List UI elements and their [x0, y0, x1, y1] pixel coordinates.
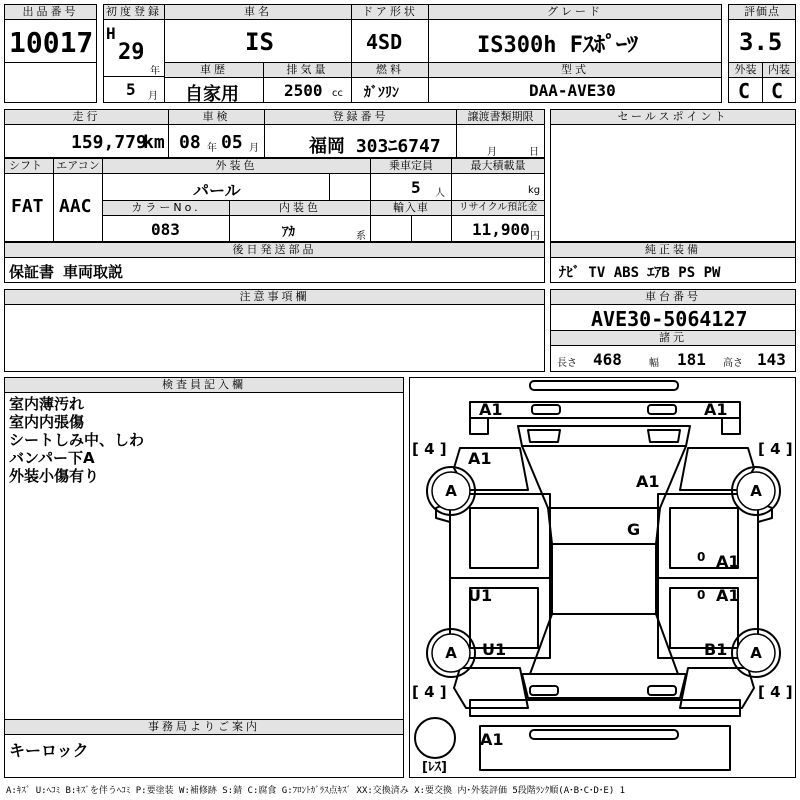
fuel-cell: [351, 77, 429, 103]
specs-cell: [550, 345, 796, 372]
lot-no-header: 出品番号: [4, 4, 97, 20]
mark-rear-fender-l: U1: [482, 640, 507, 659]
transfer-month-unit: 月: [487, 147, 497, 158]
legend: A:ｷｽﾞ U:ﾍｺﾐ B:ｷｽﾞを伴うﾍｺﾐ P:要塗装 W:補修跡 S:錆 C:腐食 G:ﾌﾛﾝﾄｶﾞﾗｽ点ｷｽﾞ XX:交換済み X:要交換 内･外装評価 5段階ﾗﾝｸ順(A･B･C･D･E) 1: [6, 786, 626, 796]
recycle: 11,900: [472, 220, 530, 239]
inspector-line: シートしみ中、しわ: [9, 431, 145, 449]
reg-year: 29: [118, 40, 145, 65]
transfer-cell: [456, 124, 545, 158]
model: DAA-AVE30: [529, 81, 616, 100]
color-no: 083: [151, 220, 180, 239]
tire-rr-grade: A: [750, 644, 762, 662]
sales-points-cell: [550, 124, 796, 242]
mark-rear: A1: [480, 730, 504, 749]
displacement-unit: cc: [332, 88, 343, 99]
recycle-header: リサイクル預託金: [451, 200, 545, 216]
color-no-header: カラーNo.: [102, 200, 230, 216]
import-header: 輸入車: [370, 200, 452, 216]
inspection-month-unit: 月: [249, 143, 259, 154]
inspector-line: 室内内張傷: [9, 413, 85, 431]
notes-header: 注意事項欄: [4, 289, 545, 305]
score-cell: [728, 19, 796, 63]
equipment-cell: [550, 257, 796, 283]
capacity-cell: [370, 173, 452, 201]
shift-header: シフト: [4, 158, 54, 174]
inspection-year-unit: 年: [207, 143, 217, 154]
reg-month-cell: [103, 76, 165, 103]
lot-no-empty: [4, 62, 97, 103]
office-note: キーロック: [9, 741, 89, 760]
car-name-header: 車名: [164, 4, 352, 20]
exterior: C: [738, 79, 751, 103]
car-diagram: [409, 377, 796, 778]
mark-rear-fender-r: B1: [704, 640, 728, 659]
first-reg-header: 初度登録: [103, 4, 165, 20]
tire-rl-grade: A: [445, 644, 457, 662]
capacity-header: 乗車定員: [370, 158, 452, 174]
door-header: ドア形状: [351, 4, 429, 20]
history: 自家用: [185, 84, 239, 103]
office-cell: [4, 734, 404, 778]
reg-month: 5: [126, 80, 136, 99]
load-cell: [451, 173, 545, 201]
spare-tire: [415, 718, 455, 758]
width: 181: [677, 350, 706, 369]
later-parts-cell: [4, 257, 545, 283]
chassis-cell: [550, 304, 796, 331]
tread-fr: [ 4 ]: [758, 440, 793, 458]
ac-header: エアコン: [53, 158, 103, 174]
ext-color-cell: [102, 173, 330, 201]
score-header: 評価点: [728, 4, 796, 20]
transfer-day-unit: 日: [529, 147, 539, 158]
exterior-header: 外装: [728, 62, 763, 78]
int-color: ｱｶ: [282, 225, 295, 240]
fuel-header: 燃料: [351, 62, 429, 78]
interior: C: [771, 79, 784, 103]
door: 4SD: [366, 30, 403, 54]
inspector-line: バンパー下A: [9, 449, 95, 467]
capacity-unit: 人: [435, 188, 445, 199]
car-name: IS: [245, 28, 274, 56]
inspector-line: 外装小傷有り: [9, 467, 100, 485]
inspection-cell: [168, 124, 265, 158]
mark-small-fr: 0: [697, 550, 706, 564]
displacement: 2500: [284, 81, 323, 100]
displacement-header: 排気量: [263, 62, 352, 78]
era: H: [106, 24, 116, 43]
ext-color: パール: [193, 181, 241, 200]
inspector-line: 室内薄汚れ: [9, 395, 85, 413]
grade-cell: [428, 19, 722, 63]
interior-cell: [762, 77, 796, 103]
month-unit: 月: [148, 91, 158, 102]
inspector-cell: [4, 392, 404, 720]
mark-door-fr: A1: [716, 552, 740, 571]
mark-door-fl: U1: [468, 586, 493, 605]
plate: 福岡 303ﾆ6747: [309, 136, 441, 157]
length-label: 長さ: [557, 358, 577, 369]
ac-cell: [53, 173, 103, 242]
ext-color-header: 外装色: [102, 158, 371, 174]
office-header: 事務局よりご案内: [4, 719, 404, 735]
height: 143: [757, 350, 786, 369]
shift-cell: [4, 173, 54, 242]
notes-cell: [4, 304, 545, 372]
recycle-unit: 円: [530, 231, 540, 242]
mark-roof: G: [627, 520, 641, 539]
specs-header: 諸元: [550, 330, 796, 346]
sales-points-header: セールスポイント: [550, 109, 796, 125]
shift: FAT: [11, 196, 44, 217]
year-unit: 年: [150, 66, 160, 77]
model-header: 型式: [428, 62, 722, 78]
score: 3.5: [739, 28, 783, 56]
mark-front-left: A1: [479, 400, 503, 419]
history-header: 車歴: [164, 62, 264, 78]
later-parts: 保証書 車両取説: [9, 263, 124, 281]
equipment-header: 純正装備: [550, 242, 796, 258]
spare-note: [ﾚｽ]: [422, 760, 447, 775]
height-label: 高さ: [723, 358, 743, 369]
tire-fl-grade: A: [445, 482, 457, 500]
car-name-cell: [164, 19, 352, 63]
import-cell-b: [411, 215, 452, 242]
recycle-cell: [451, 215, 545, 242]
load-header: 最大積載量: [451, 158, 545, 174]
mileage: 159,779: [71, 132, 147, 153]
capacity: 5: [411, 178, 421, 197]
inspection-year: 08: [179, 132, 201, 153]
tire-fr-grade: A: [750, 482, 762, 500]
color-no-cell: [102, 215, 230, 242]
mark-fender-fl: A1: [468, 449, 492, 468]
ext-color-extra: [329, 173, 371, 201]
mark-front-right: A1: [704, 400, 728, 419]
int-color-suffix: 系: [356, 231, 366, 242]
width-label: 幅: [649, 358, 659, 369]
load-unit: kg: [528, 185, 541, 196]
later-parts-header: 後日発送部品: [4, 242, 545, 258]
model-cell: [428, 77, 722, 103]
mark-hood: A1: [636, 472, 660, 491]
tread-fl: [ 4 ]: [412, 440, 447, 458]
grade-header: グレード: [428, 4, 722, 20]
interior-header: 内装: [762, 62, 796, 78]
exterior-cell: [728, 77, 763, 103]
int-color-cell: [229, 215, 371, 242]
displacement-cell: [263, 77, 352, 103]
mileage-cell: [4, 124, 169, 158]
transfer-header: 譲渡書類期限: [456, 109, 545, 125]
mark-small-rr: 0: [697, 588, 706, 602]
grade: IS300h Fｽﾎﾟｰﾂ: [477, 33, 638, 58]
lot-no: 10017: [9, 26, 94, 59]
mileage-unit: km: [143, 132, 165, 153]
tread-rl: [ 4 ]: [412, 683, 447, 701]
ac: AAC: [59, 196, 92, 217]
history-cell: [164, 77, 264, 103]
int-color-header: 内装色: [229, 200, 371, 216]
length: 468: [593, 350, 622, 369]
inspection-header: 車検: [168, 109, 265, 125]
chassis-header: 車台番号: [550, 289, 796, 305]
lot-no-cell: [4, 19, 97, 63]
mileage-header: 走行: [4, 109, 169, 125]
fuel: ｶﾞｿﾘﾝ: [364, 85, 399, 101]
plate-cell: [264, 124, 457, 158]
inspection-month: 05: [221, 132, 243, 153]
first-reg-cell: [103, 19, 165, 77]
mark-door-rr: A1: [716, 586, 740, 605]
plate-header: 登録番号: [264, 109, 457, 125]
tread-rr: [ 4 ]: [758, 683, 793, 701]
import-cell-a: [370, 215, 412, 242]
door-cell: [351, 19, 429, 63]
chassis-no: AVE30-5064127: [591, 307, 748, 331]
car-outline: [410, 378, 797, 779]
inspector-header: 検査員記入欄: [4, 377, 404, 393]
equipment: ﾅﾋﾞ TV ABS ｴｱB PS PW: [559, 265, 721, 281]
